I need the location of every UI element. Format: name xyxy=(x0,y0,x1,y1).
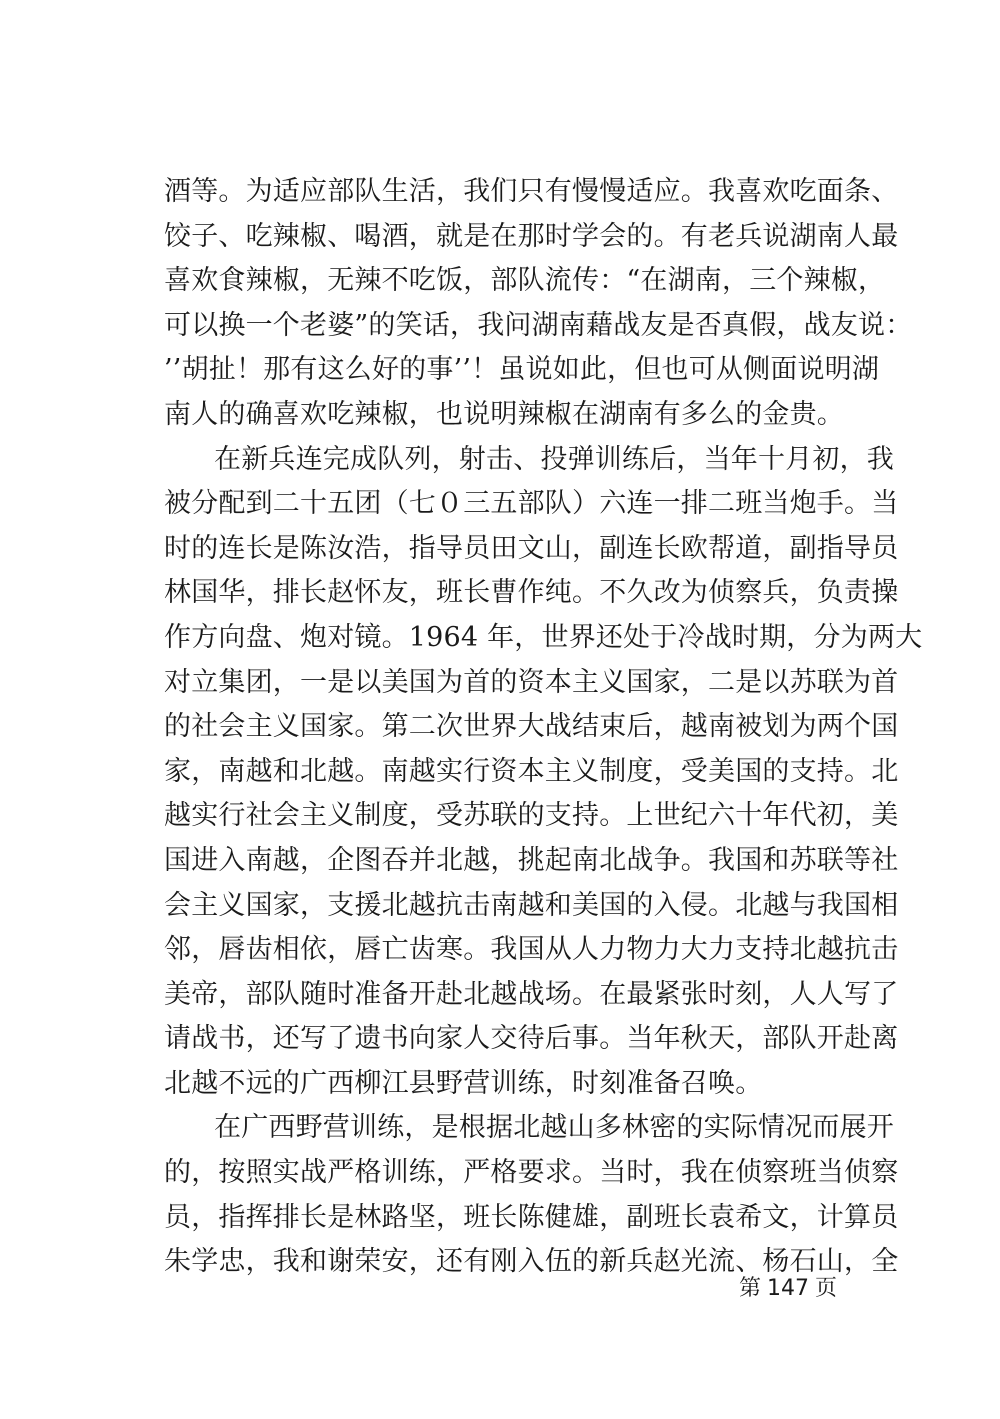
text-line: ’’胡扯！那有这么好的事’’！虽说如此，但也可从侧面说明湖 xyxy=(164,354,880,386)
text-line: 美帝，部队随时准备开赴北越战场。在最紧张时刻，人人写了 xyxy=(164,978,899,1010)
text-line: 酒等。为适应部队生活，我们只有慢慢适应。我喜欢吃面条、 xyxy=(164,176,899,207)
paragraph-2 xyxy=(164,438,923,1107)
text-line: 家，南越和北越。南越实行资本主义制度，受美国的支持。北 xyxy=(164,755,899,787)
paragraph-3 xyxy=(164,1106,899,1284)
text-line: 可以换一个老婆”的笑话，我问湖南藉战友是否真假，战友说： xyxy=(164,309,913,341)
text-line: 喜欢食辣椒，无辣不吃饭，部队流传：“在湖南，三个辣椒， xyxy=(164,265,886,297)
text-line: 对立集团，一是以美国为首的资本主义国家，二是以苏联为首 xyxy=(164,666,899,698)
text-line: 会主义国家，支援北越抗击南越和美国的入侵。北越与我国相 xyxy=(164,889,899,921)
text-line: 邻，唇齿相依，唇亡齿寒。我国从人力物力大力支持北越抗击 xyxy=(164,934,899,966)
text-line: 林国华，排长赵怀友，班长曹作纯。不久改为侦察兵，负责操 xyxy=(164,577,899,609)
text-line: 南人的确喜欢吃辣椒，也说明辣椒在湖南有多么的金贵。 xyxy=(164,398,844,430)
text-line: 时的连长是陈汝浩，指导员田文山，副连长欧帮道，副指导员 xyxy=(164,532,899,564)
text-line: 朱学忠，我和谢荣安，还有刚入伍的新兵赵光流、杨石山，全 xyxy=(164,1246,899,1278)
page-number-suffix: 页 xyxy=(814,1276,837,1301)
text-line: 请战书，还写了遗书向家人交待后事。当年秋天，部队开赴离 xyxy=(164,1023,899,1055)
text-line: 国进入南越，企图吞并北越，挑起南北战争。我国和苏联等社 xyxy=(164,844,899,876)
page-number xyxy=(739,1274,837,1304)
text-line: 在新兵连完成队列，射击、投弹训练后，当年十月初，我 xyxy=(214,443,894,475)
text-line: 饺子、吃辣椒、喝酒，就是在那时学会的。有老兵说湖南人最 xyxy=(164,220,899,252)
paragraph-1 xyxy=(164,170,913,438)
text-line: 的，按照实战严格训练，严格要求。当时，我在侦察班当侦察 xyxy=(164,1157,899,1189)
body-text xyxy=(164,170,923,1285)
text-line: 越实行社会主义制度，受苏联的支持。上世纪六十年代初，美 xyxy=(164,800,899,832)
text-line: 员，指挥排长是林路坚，班长陈健雄，副班长袁希文，计算员 xyxy=(164,1201,899,1233)
page-number-value: 147 xyxy=(766,1276,809,1301)
text-line: 作方向盘、炮对镜。1964 年，世界还处于冷战时期，分为两大 xyxy=(164,621,923,653)
text-line: 的社会主义国家。第二次世界大战结束后，越南被划为两个国 xyxy=(164,711,899,743)
text-line: 在广西野营训练，是根据北越山多林密的实际情况而展开 xyxy=(214,1112,894,1144)
text-line: 被分配到二十五团（七０三五部队）六连一排二班当炮手。当 xyxy=(164,488,899,520)
text-line: 北越不远的广西柳江县野营训练，时刻准备召唤。 xyxy=(164,1067,763,1099)
page-number-prefix: 第 xyxy=(738,1276,761,1301)
